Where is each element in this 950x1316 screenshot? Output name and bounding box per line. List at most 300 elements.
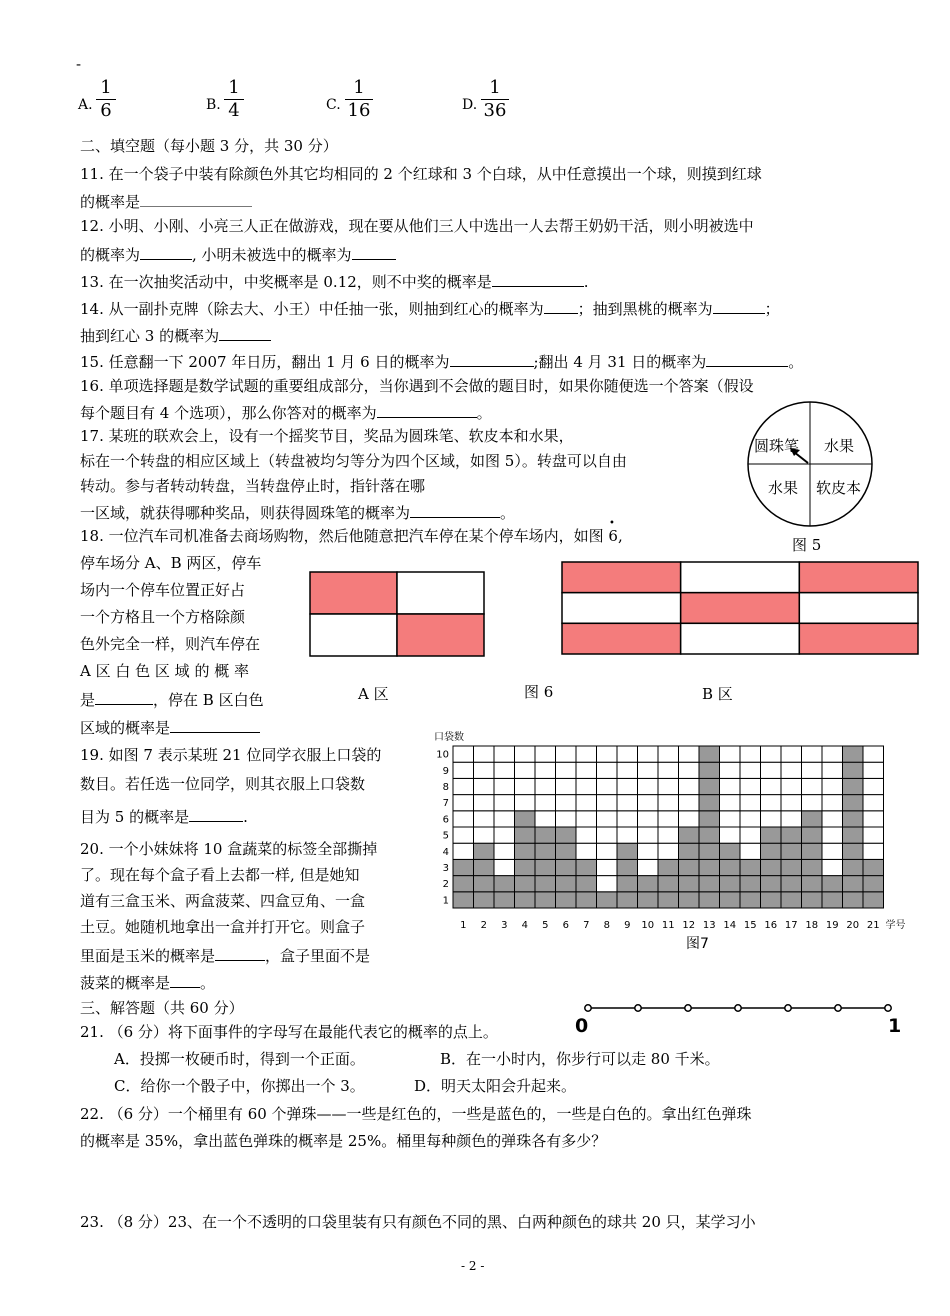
q11-line-1: 11. 在一个袋子中装有除颜色外其它均相同的 2 个红球和 3 个白球，从中任意摸出一个球，则摸到红球: [80, 165, 762, 183]
chart-y-tick: 1: [442, 895, 449, 907]
q21-option-d: D．明天太阳会升起来。: [414, 1077, 577, 1095]
q23-line-1: 23. （8 分）23、在一个不透明的口袋里装有只有颜色不同的黑、白两种颜色的球共 20 只，某学习小: [80, 1213, 756, 1231]
chart-grid-cell: [822, 746, 843, 762]
chart-grid-cell: [781, 762, 802, 778]
chart-bar-cell: [761, 859, 782, 875]
chart-bar-cell: [843, 876, 864, 892]
chart-bar-cell: [699, 827, 720, 843]
chart-bar-cell: [781, 892, 802, 908]
q12-answer-blank-1[interactable]: [140, 243, 192, 260]
q20-line-3: 道有三盒玉米、两盒菠菜、四盒豆角、一盒: [80, 892, 366, 910]
chart-grid-cell: [740, 811, 761, 827]
chart-grid-cell: [617, 746, 638, 762]
chart-bar-cell: [535, 843, 556, 859]
spinner-section-fruit-1: 水果: [824, 437, 855, 455]
chart-bar-cell: [453, 892, 474, 908]
chart-grid-cell: [822, 778, 843, 794]
chart-x-tick: 13: [702, 920, 716, 931]
chart-x-tick: 5: [542, 920, 549, 931]
chart-x-tick: 8: [603, 920, 610, 931]
q16-answer-blank[interactable]: [377, 401, 477, 418]
chart-grid-cell: [597, 827, 618, 843]
chart-bar-cell: [781, 843, 802, 859]
q14-line-2: 抽到红心 3 的概率为: [80, 324, 271, 346]
chart-bar-cell: [699, 778, 720, 794]
chart-grid-cell: [535, 811, 556, 827]
chart-grid-cell: [781, 795, 802, 811]
chart-grid-cell: [720, 795, 741, 811]
figure-5-caption: 图 5: [792, 536, 822, 554]
chart-grid-cell: [761, 746, 782, 762]
chart-bar-cell: [740, 876, 761, 892]
chart-grid-cell: [740, 746, 761, 762]
q12-line-2: 的概率为 , 小明未被选中的概率为: [80, 243, 396, 265]
chart-bar-cell: [781, 827, 802, 843]
spinner-figure: [740, 400, 880, 560]
chart-bar-cell: [556, 876, 577, 892]
chart-grid-cell: [679, 795, 700, 811]
chart-grid-cell: [617, 811, 638, 827]
chart-grid-cell: [494, 778, 515, 794]
chart-grid-cell: [720, 762, 741, 778]
chart-grid-cell: [781, 778, 802, 794]
chart-bar-cell: [576, 892, 597, 908]
q17-answer-blank[interactable]: [410, 501, 500, 518]
chart-grid-cell: [822, 795, 843, 811]
chart-grid-cell: [597, 762, 618, 778]
chart-grid-cell: [576, 762, 597, 778]
chart-x-tick: 11: [661, 920, 675, 931]
chart-grid-cell: [720, 746, 741, 762]
chart-bar-cell: [699, 746, 720, 762]
chart-bar-cell: [556, 843, 577, 859]
chart-grid-cell: [453, 811, 474, 827]
chart-grid-cell: [638, 843, 659, 859]
chart-bar-cell: [617, 843, 638, 859]
q21-option-a: A．投掷一枚硬币时，得到一个正面。: [114, 1050, 365, 1068]
chart-bar-cell: [699, 795, 720, 811]
q11-answer-blank[interactable]: [140, 190, 252, 207]
number-line-start-label: 0: [575, 1015, 589, 1037]
number-line-point[interactable]: [585, 1005, 591, 1011]
chart-grid-cell: [802, 778, 823, 794]
chart-grid-cell: [556, 778, 577, 794]
chart-grid-cell: [597, 778, 618, 794]
parking-area-a: [309, 571, 485, 657]
chart-grid-cell: [474, 827, 495, 843]
q21-line-1: 21. （6 分）将下面事件的字母写在最能代表它的概率的点上。: [80, 1023, 498, 1041]
chart-bar-cell: [720, 892, 741, 908]
chart-grid-cell: [658, 795, 679, 811]
option-b-label: B.: [206, 97, 221, 113]
chart-y-tick: 4: [442, 846, 449, 858]
parking-b-cell: [562, 623, 681, 654]
q21-option-c: C．给你一个骰子中，你掷出一个 3。: [114, 1077, 365, 1095]
parking-area-b: [561, 561, 919, 655]
chart-grid-cell: [453, 746, 474, 762]
chart-grid-cell: [617, 827, 638, 843]
figure-6-caption: 图 6: [524, 683, 554, 701]
chart-x-tick: 19: [825, 920, 839, 931]
q17-line-2: 标在一个转盘的相应区域上（转盘被均匀等分为四个区域，如图 5）。转盘可以自由: [80, 452, 627, 470]
chart-bar-cell: [761, 827, 782, 843]
chart-bar-cell: [617, 892, 638, 908]
chart-bar-cell: [802, 892, 823, 908]
parking-b-cell: [562, 562, 681, 593]
q22-line-2: 的概率是 35%，拿出蓝色弹珠的概率是 25%。桶里每种颜色的弹珠各有多少？: [80, 1132, 607, 1150]
chart-bar-cell: [638, 876, 659, 892]
chart-x-tick: 20: [846, 920, 860, 931]
chart-bar-cell: [679, 859, 700, 875]
chart-grid-cell: [535, 795, 556, 811]
q12-answer-blank-2[interactable]: [352, 243, 396, 260]
chart-x-tick: 10: [641, 920, 655, 931]
option-a-fraction: 1 6: [96, 78, 116, 121]
q14-answer-blank-1[interactable]: [544, 297, 578, 314]
chart-grid-cell: [802, 762, 823, 778]
chart-grid-cell: [453, 795, 474, 811]
stray-dot: •: [609, 518, 615, 529]
chart-y-tick: 3: [442, 863, 449, 874]
chart-grid-cell: [617, 762, 638, 778]
chart-grid-cell: [761, 762, 782, 778]
q20-answer-blank-2[interactable]: [170, 971, 200, 988]
chart-bar-cell: [699, 892, 720, 908]
chart-x-tick: 16: [764, 920, 778, 931]
chart-grid-cell: [597, 843, 618, 859]
parking-b-cell: [681, 593, 800, 624]
chart-x-tick: 6: [562, 920, 569, 931]
chart-bar-cell: [515, 843, 536, 859]
q13-line: 13. 在一次抽奖活动中，中奖概率是 0.12，则不中奖的概率是 .: [80, 270, 589, 292]
chart-bar-cell: [658, 859, 679, 875]
chart-grid-cell: [494, 859, 515, 875]
chart-grid-cell: [576, 778, 597, 794]
chart-grid-cell: [576, 827, 597, 843]
q16-line-1: 16. 单项选择题是数学试题的重要组成部分，当你遇到不会做的题目时，如果你随便选一个答案（假设: [80, 377, 754, 395]
chart-grid-cell: [740, 795, 761, 811]
chart-grid-cell: [597, 746, 618, 762]
option-b-fraction: 1 4: [224, 78, 244, 121]
q18-answer-blank-1[interactable]: [95, 688, 153, 705]
chart-grid-cell: [658, 811, 679, 827]
chart-grid-cell: [658, 762, 679, 778]
chart-grid-cell: [638, 778, 659, 794]
chart-grid-cell: [515, 778, 536, 794]
parking-a-cell: [397, 572, 484, 614]
option-c-fraction: 1 16: [345, 78, 373, 121]
chart-grid-cell: [556, 811, 577, 827]
chart-grid-cell: [740, 762, 761, 778]
q18-side-line-2: 场内一个停车位置正好占: [80, 581, 246, 599]
parking-b-cell: [681, 623, 800, 654]
chart-grid-cell: [474, 762, 495, 778]
chart-bar-cell: [802, 843, 823, 859]
option-a-label: A.: [78, 97, 93, 113]
chart-grid-cell: [474, 746, 495, 762]
spinner-svg: [740, 400, 880, 530]
chart-grid-cell: [658, 778, 679, 794]
chart-grid-cell: [535, 778, 556, 794]
chart-grid-cell: [740, 827, 761, 843]
chart-grid-cell: [761, 795, 782, 811]
figure-7-caption: 图7: [686, 936, 709, 952]
chart-bar-cell: [863, 892, 884, 908]
chart-bar-cell: [720, 876, 741, 892]
number-line-point[interactable]: [735, 1005, 741, 1011]
chart-grid-cell: [576, 795, 597, 811]
chart-bar-cell: [822, 876, 843, 892]
q18-side-line-3: 一个方格且一个方格除颜: [80, 608, 246, 626]
q18-answer-blank-2[interactable]: [170, 716, 260, 733]
probability-number-line: [572, 994, 892, 1037]
q18-line-1: 18. 一位汽车司机准备去商场购物，然后他随意把汽车停在某个停车场内，如图 6,: [80, 527, 623, 545]
chart-grid-cell: [515, 762, 536, 778]
chart-bar-cell: [843, 746, 864, 762]
chart-grid-cell: [453, 762, 474, 778]
number-line-point[interactable]: [635, 1005, 641, 1011]
chart-grid-cell: [863, 843, 884, 859]
chart-grid-cell: [494, 827, 515, 843]
chart-y-tick: 9: [442, 765, 449, 777]
q11-line-2: 的概率是: [80, 190, 252, 212]
chart-grid-cell: [781, 746, 802, 762]
chart-grid-cell: [658, 827, 679, 843]
chart-grid-cell: [822, 811, 843, 827]
section-3-title: 三、解答题（共 60 分）: [80, 999, 244, 1017]
q20-answer-blank-1[interactable]: [215, 944, 265, 961]
chart-bar-cell: [494, 892, 515, 908]
chart-grid-cell: [453, 778, 474, 794]
q20-line-1: 20. 一个小妹妹将 10 盒蔬菜的标签全部撕掉: [80, 840, 378, 858]
chart-grid-cell: [494, 746, 515, 762]
chart-xlabel: 学号: [885, 920, 906, 931]
chart-y-tick: 5: [442, 830, 449, 842]
chart-grid-cell: [863, 827, 884, 843]
chart-grid-cell: [474, 811, 495, 827]
chart-grid-cell: [658, 843, 679, 859]
chart-bar-cell: [535, 892, 556, 908]
parking-a-cell: [310, 572, 397, 614]
chart-grid-cell: [494, 762, 515, 778]
chart-grid-cell: [863, 778, 884, 794]
number-line-point[interactable]: [835, 1005, 841, 1011]
q17-line-1: 17. 某班的联欢会上，设有一个摇奖节目，奖品为圆珠笔、软皮本和水果，: [80, 427, 574, 445]
q14-answer-blank-3[interactable]: [219, 324, 271, 341]
chart-grid-cell: [658, 746, 679, 762]
chart-bar-cell: [802, 827, 823, 843]
chart-grid-cell: [494, 811, 515, 827]
parking-a-cell: [310, 614, 397, 656]
chart-grid-cell: [761, 778, 782, 794]
chart-bar-cell: [740, 859, 761, 875]
chart-grid-cell: [515, 746, 536, 762]
chart-bar-cell: [576, 859, 597, 875]
chart-x-tick: 17: [784, 920, 798, 931]
q20-line-2: 了。现在每个盒子看上去都一样, 但是她知: [80, 866, 360, 884]
chart-bar-cell: [679, 843, 700, 859]
q19-answer-blank[interactable]: [189, 805, 243, 822]
chart-grid-cell: [597, 811, 618, 827]
chart-x-tick: 1: [460, 920, 467, 931]
q18-side-line-1: 停车场分 A、B 两区，停车: [80, 554, 262, 572]
spinner-section-fruit-2: 水果: [768, 479, 799, 497]
chart-bar-cell: [658, 892, 679, 908]
chart-bar-cell: [863, 859, 884, 875]
chart-bar-cell: [843, 795, 864, 811]
chart-bar-cell: [515, 876, 536, 892]
chart-x-tick: 7: [583, 920, 590, 931]
chart-grid-cell: [720, 811, 741, 827]
chart-x-tick: 2: [480, 920, 487, 931]
chart-grid-cell: [515, 795, 536, 811]
q18-line-8: 区域的概率是: [80, 716, 260, 738]
number-line-point[interactable]: [885, 1005, 891, 1011]
q14-line-1: 14. 从一副扑克牌（除去大、小王）中任抽一张，则抽到红心的概率为 ；抽到黑桃的概率为 ；: [80, 297, 780, 319]
chart-y-tick: 7: [442, 798, 449, 810]
section-2-title: 二、填空题（每小题 3 分，共 30 分）: [80, 137, 338, 155]
chart-bar-cell: [843, 843, 864, 859]
parking-b-cell: [799, 562, 918, 593]
chart-grid-cell: [740, 778, 761, 794]
chart-grid-cell: [453, 827, 474, 843]
chart-bar-cell: [740, 892, 761, 908]
chart-bar-cell: [720, 843, 741, 859]
chart-grid-cell: [576, 843, 597, 859]
chart-grid-cell: [617, 778, 638, 794]
chart-y-tick: 8: [442, 782, 449, 793]
q18-side-line-4: 色外完全一样，则汽车停在: [80, 635, 261, 653]
chart-y-tick: 2: [442, 879, 449, 891]
pocket-chart: [432, 728, 906, 960]
chart-bar-cell: [843, 762, 864, 778]
parking-b-cell: [799, 623, 918, 654]
q20-line-6: 菠菜的概率是 。: [80, 971, 215, 993]
chart-bar-cell: [679, 876, 700, 892]
chart-grid-cell: [679, 746, 700, 762]
chart-grid-cell: [474, 795, 495, 811]
chart-bar-cell: [843, 778, 864, 794]
chart-bar-cell: [781, 859, 802, 875]
chart-x-tick: 21: [866, 920, 880, 931]
chart-grid-cell: [453, 843, 474, 859]
chart-grid-cell: [822, 859, 843, 875]
header-mark: -: [76, 55, 82, 73]
chart-bar-cell: [679, 892, 700, 908]
chart-ylabel: 口袋数: [434, 732, 464, 743]
chart-grid-cell: [679, 762, 700, 778]
q21-option-b: B．在一小时内，你步行可以走 80 千米。: [440, 1050, 720, 1068]
option-d-label: D.: [462, 97, 478, 113]
chart-x-tick: 9: [624, 920, 631, 931]
chart-bar-cell: [597, 892, 618, 908]
spinner-section-notebook: 软皮本: [816, 479, 862, 497]
chart-grid-cell: [474, 778, 495, 794]
chart-grid-cell: [781, 811, 802, 827]
chart-x-tick: 12: [682, 920, 696, 931]
chart-grid-cell: [679, 811, 700, 827]
q19-line-3: 目为 5 的概率是 .: [80, 805, 248, 827]
chart-grid-cell: [679, 778, 700, 794]
chart-grid-cell: [863, 795, 884, 811]
q17-line-4: 一区域，就获得哪种奖品，则获得圆珠笔的概率为 。: [80, 501, 515, 523]
chart-bar-cell: [474, 892, 495, 908]
chart-bar-cell: [699, 876, 720, 892]
q19-line-1: 19. 如图 7 表示某班 21 位同学衣服上口袋的: [80, 746, 382, 764]
chart-bar-cell: [802, 876, 823, 892]
q13-answer-blank[interactable]: [492, 270, 584, 287]
chart-bar-cell: [556, 827, 577, 843]
q15-answer-blank-1[interactable]: [450, 350, 534, 367]
chart-bar-cell: [617, 876, 638, 892]
chart-bar-cell: [863, 876, 884, 892]
chart-bar-cell: [474, 876, 495, 892]
chart-bar-cell: [658, 876, 679, 892]
parking-a-cell: [397, 614, 484, 656]
q15-line: 15. 任意翻一下 2007 年日历，翻出 1 月 6 日的概率为 ;翻出 4 月 31 日的概率为 。: [80, 350, 803, 372]
q19-line-2: 数目。若任选一位同学，则其衣服上口袋数: [80, 775, 366, 793]
chart-bar-cell: [535, 827, 556, 843]
chart-grid-cell: [556, 795, 577, 811]
page-number: - 2 -: [461, 1259, 485, 1273]
chart-grid-cell: [556, 746, 577, 762]
chart-bar-cell: [699, 762, 720, 778]
q14-answer-blank-2[interactable]: [713, 297, 765, 314]
chart-grid-cell: [802, 795, 823, 811]
number-line-point[interactable]: [685, 1005, 691, 1011]
chart-x-tick: 4: [521, 920, 528, 931]
chart-grid-cell: [822, 827, 843, 843]
chart-grid-cell: [494, 843, 515, 859]
option-d-fraction: 1 36: [481, 78, 509, 121]
chart-grid-cell: [863, 811, 884, 827]
chart-grid-cell: [576, 746, 597, 762]
chart-x-tick: 3: [501, 920, 508, 931]
q20-line-5: 里面是玉米的概率是 ，盒子里面不是: [80, 944, 370, 966]
chart-grid-cell: [638, 746, 659, 762]
chart-grid-cell: [638, 762, 659, 778]
number-line-end-label: 1: [888, 1015, 902, 1037]
chart-bar-cell: [515, 859, 536, 875]
chart-bar-cell: [761, 876, 782, 892]
chart-y-tick: 10: [436, 749, 449, 761]
chart-grid-cell: [638, 795, 659, 811]
chart-grid-cell: [740, 843, 761, 859]
parking-label-b: B 区: [702, 685, 733, 703]
chart-grid-cell: [494, 795, 515, 811]
chart-x-tick: 14: [723, 920, 737, 931]
chart-bar-cell: [453, 859, 474, 875]
chart-bar-cell: [474, 859, 495, 875]
chart-grid-cell: [597, 876, 618, 892]
q16-line-2: 每个题目有 4 个选项），那么你答对的概率为 。: [80, 401, 492, 423]
chart-grid-cell: [863, 762, 884, 778]
chart-grid-cell: [761, 811, 782, 827]
chart-bar-cell: [617, 859, 638, 875]
option-c-label: C.: [326, 97, 341, 113]
chart-bar-cell: [453, 876, 474, 892]
q17-line-3: 转动。参与者转动转盘，当转盘停止时，指针落在哪: [80, 477, 426, 495]
chart-bar-cell: [720, 859, 741, 875]
chart-bar-cell: [781, 876, 802, 892]
parking-b-cell: [562, 593, 681, 624]
chart-bar-cell: [699, 843, 720, 859]
q20-line-4: 土豆。她随机地拿出一盒并打开它。则盒子: [80, 918, 366, 936]
chart-grid-cell: [720, 778, 741, 794]
q15-answer-blank-2[interactable]: [706, 350, 788, 367]
number-line-point[interactable]: [785, 1005, 791, 1011]
chart-bar-cell: [474, 843, 495, 859]
